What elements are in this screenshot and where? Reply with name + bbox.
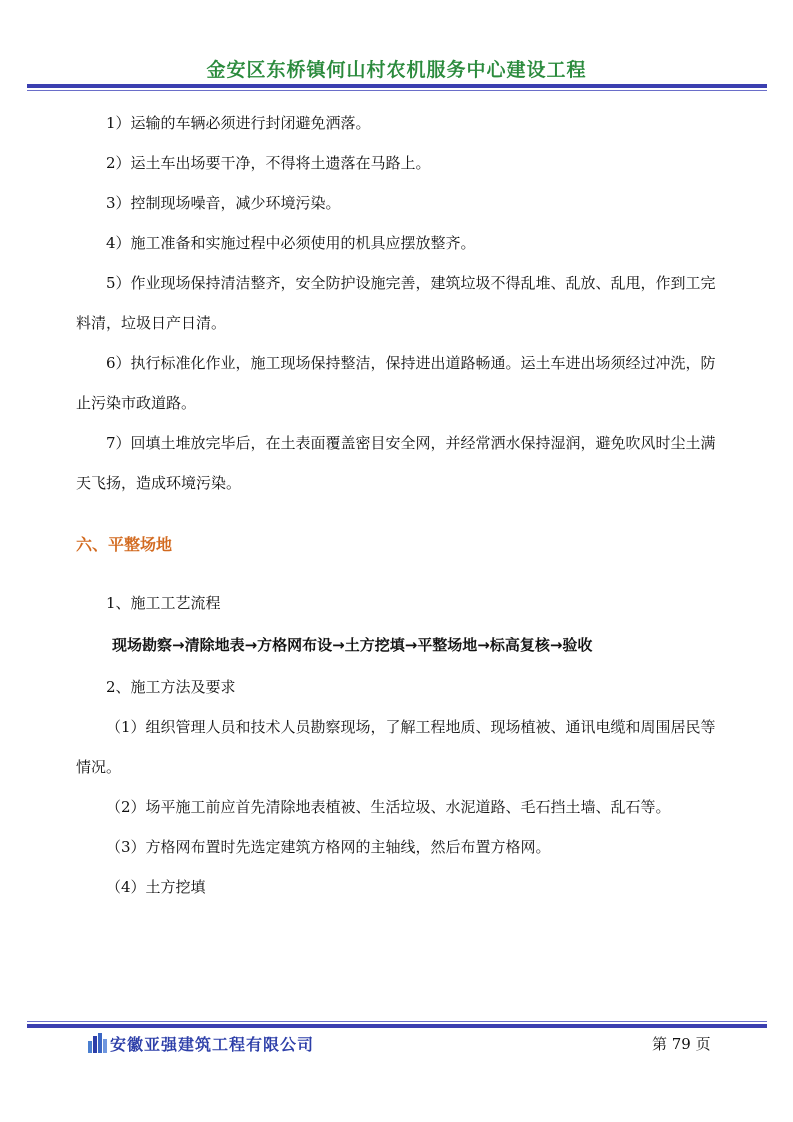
method-item-3: （3）方格网布置时先选定建筑方格网的主轴线，然后布置方格网。 <box>106 838 551 856</box>
footer-rule-thick <box>27 1024 767 1028</box>
page-number: 第 79 页 <box>652 1035 711 1053</box>
document-body <box>76 103 721 907</box>
page-header-title: 金安区东桥镇何山村农机服务中心建设工程 <box>206 59 587 81</box>
building-logo-icon <box>86 1033 108 1053</box>
paragraph-6: 6）执行标准化作业，施工现场保持整洁，保持进出道路畅通。运土车进出场须经过冲洗，防止污染市政道路。 <box>76 354 716 412</box>
method-item-1: （1）组织管理人员和技术人员勘察现场，了解工程地质、现场植被、通讯电缆和周围居民等情况。 <box>76 718 716 776</box>
paragraph-5: 5）作业现场保持清洁整齐，安全防护设施完善，建筑垃圾不得乱堆、乱放、乱甩，作到工完料清，垃圾日产日清。 <box>76 274 716 332</box>
header-rule-thick <box>27 84 767 88</box>
paragraph-1: 1）运输的车辆必须进行封闭避免洒落。 <box>106 114 371 132</box>
subheading-process-flow: 1、施工工艺流程 <box>106 594 221 612</box>
footer-rule-thin <box>27 1021 767 1022</box>
section-heading: 六、平整场地 <box>76 535 173 554</box>
process-flow-text: 现场勘察→清除地表→方格网布设→土方挖填→平整场地→标高复核→验收 <box>112 636 593 654</box>
paragraph-7: 7）回填土堆放完毕后，在土表面覆盖密目安全网，并经常洒水保持湿润，避免吹风时尘土满天飞扬，造成环境污染。 <box>76 434 716 492</box>
method-item-4: （4）土方挖填 <box>106 878 206 896</box>
method-item-2: （2）场平施工前应首先清除地表植被、生活垃圾、水泥道路、毛石挡土墙、乱石等。 <box>106 798 671 816</box>
paragraph-2: 2）运土车出场要干净，不得将土遗落在马路上。 <box>106 154 431 172</box>
footer-company-name: 安徽亚强建筑工程有限公司 <box>110 1035 315 1054</box>
paragraph-4: 4）施工准备和实施过程中必须使用的机具应摆放整齐。 <box>106 234 476 252</box>
paragraph-3: 3）控制现场噪音，减少环境污染。 <box>106 194 341 212</box>
subheading-methods: 2、施工方法及要求 <box>106 678 236 696</box>
header-rule-thin <box>27 90 767 91</box>
